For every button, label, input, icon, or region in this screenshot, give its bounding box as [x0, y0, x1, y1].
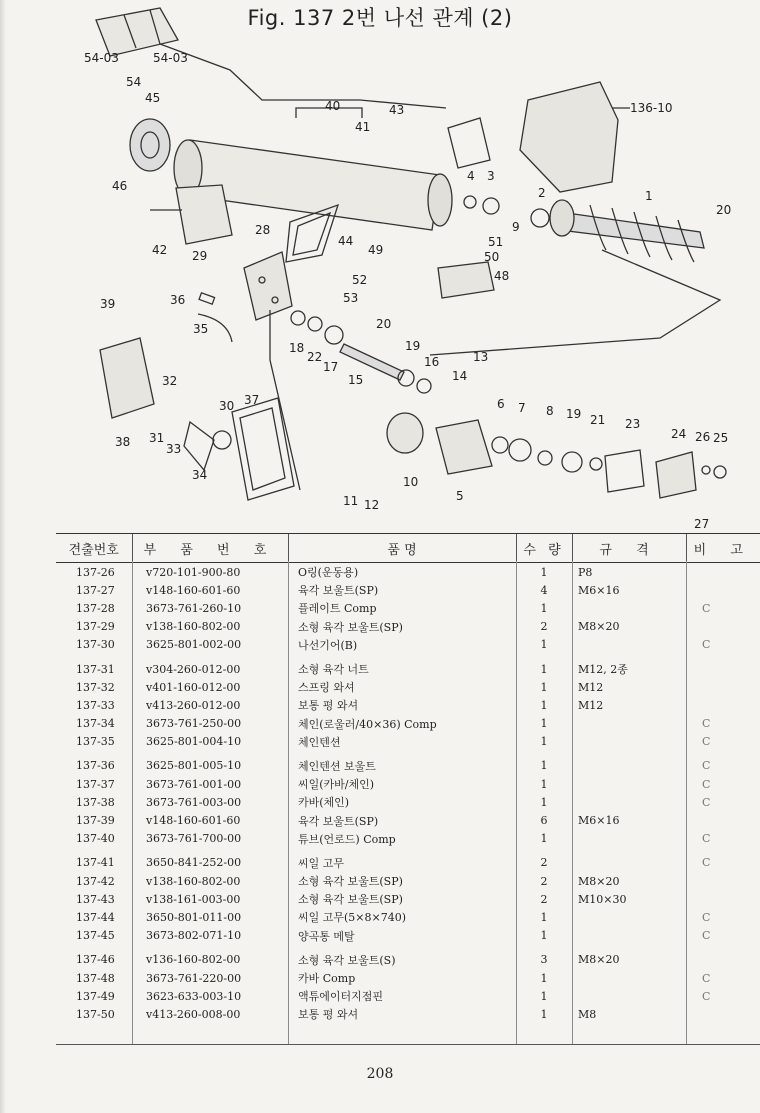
- cell-spec: M12: [578, 698, 604, 712]
- cell-part-number: 3673-761-700-00: [146, 832, 242, 846]
- cell-quantity: 1: [540, 1007, 548, 1021]
- svg-text:46: 46: [112, 179, 128, 193]
- cell-part-name: 양곡통 메탈: [298, 929, 355, 943]
- cell-part-name: 플레이트 Comp: [298, 602, 377, 616]
- exploded-parts-diagram: [0, 0, 760, 535]
- table-row: [56, 636, 760, 654]
- cell-spec: [572, 733, 686, 751]
- cell-remarks: C: [702, 777, 711, 791]
- cell-quantity: 1: [540, 759, 548, 773]
- cell-part-name: 소형 육각 보울트(S): [298, 953, 396, 967]
- cell-part-name: 보통 평 와셔: [298, 1008, 359, 1022]
- cell-spec: [572, 793, 686, 811]
- header-part-name: 품 명: [288, 534, 516, 563]
- cell-remarks: [686, 654, 760, 678]
- cell-ref-number: 137-38: [76, 795, 115, 809]
- cell-remarks: [686, 1005, 760, 1023]
- header-quantity: 수 량: [516, 534, 572, 563]
- svg-text:13: 13: [473, 350, 489, 364]
- svg-text:54-03: 54-03: [84, 51, 119, 65]
- svg-text:2: 2: [538, 186, 546, 200]
- svg-text:19: 19: [405, 339, 421, 353]
- svg-text:18: 18: [289, 341, 305, 355]
- svg-text:32: 32: [162, 374, 178, 388]
- cell-quantity: 1: [540, 638, 548, 652]
- cell-ref-number: 137-27: [76, 583, 115, 597]
- table-header-row: [56, 534, 760, 563]
- table-row: [56, 654, 760, 678]
- table-row: [56, 908, 760, 926]
- svg-text:54-03: 54-03: [153, 51, 188, 65]
- cell-remarks: [686, 618, 760, 636]
- table-row: [56, 678, 760, 696]
- cell-quantity: 2: [540, 856, 548, 870]
- svg-text:53: 53: [343, 291, 359, 305]
- svg-text:39: 39: [100, 297, 116, 311]
- header-part-number: 부 품 번 호: [132, 534, 288, 563]
- cell-part-name: 액튜에이터지점핀: [298, 990, 384, 1004]
- cell-remarks: C: [702, 971, 711, 985]
- table-row: [56, 696, 760, 714]
- cell-part-name: 소형 육각 보울트(SP): [298, 893, 403, 907]
- column-rule: [516, 561, 517, 1045]
- table-row: [56, 563, 760, 582]
- svg-text:23: 23: [625, 417, 641, 431]
- table-row: [56, 830, 760, 848]
- cell-part-name: 튜브(언로드) Comp: [298, 832, 396, 846]
- cell-ref-number: 137-35: [76, 735, 115, 749]
- table-row: [56, 618, 760, 636]
- table-row: [56, 751, 760, 775]
- cell-spec: M8×20: [578, 953, 620, 967]
- cell-part-name: 육각 보울트(SP): [298, 814, 379, 828]
- cell-remarks: C: [702, 989, 711, 1003]
- cell-part-name: 스프링 와셔: [298, 681, 355, 695]
- table-row: [56, 715, 760, 733]
- svg-text:27: 27: [694, 517, 710, 531]
- table-row: [56, 581, 760, 599]
- cell-remarks: [686, 811, 760, 829]
- cell-quantity: 2: [540, 892, 548, 906]
- cell-spec: M6×16: [578, 814, 620, 828]
- cell-part-name: 카바(체인): [298, 796, 350, 810]
- cell-spec: [572, 715, 686, 733]
- table-row: [56, 969, 760, 987]
- cell-part-name: 씨일(카바/체인): [298, 778, 375, 792]
- cell-spec: [572, 969, 686, 987]
- cell-remarks: C: [702, 638, 711, 652]
- cell-ref-number: 137-28: [76, 601, 115, 615]
- svg-text:4: 4: [467, 169, 475, 183]
- svg-text:3: 3: [487, 169, 495, 183]
- cell-spec: M8×20: [578, 620, 620, 634]
- cell-part-number: 3625-801-002-00: [146, 638, 242, 652]
- parts-table-body: [56, 563, 760, 1024]
- cell-spec: [572, 908, 686, 926]
- cell-part-number: v136-160-802-00: [146, 953, 241, 967]
- cell-part-name: 체인텐션: [298, 735, 341, 749]
- cell-spec: M6×16: [578, 583, 620, 597]
- cell-remarks: [686, 563, 760, 582]
- parts-list-table: [56, 533, 760, 1024]
- cell-quantity: 1: [540, 777, 548, 791]
- cell-quantity: 1: [540, 989, 548, 1003]
- cell-part-number: 3673-761-001-00: [146, 777, 242, 791]
- table-row: [56, 733, 760, 751]
- cell-ref-number: 137-50: [76, 1007, 115, 1021]
- cell-remarks: [686, 890, 760, 908]
- diagram-svg: [0, 0, 760, 535]
- column-rule: [686, 561, 687, 1045]
- svg-text:40: 40: [325, 99, 341, 113]
- cell-ref-number: 137-30: [76, 638, 115, 652]
- table-row: [56, 599, 760, 617]
- cell-part-name: 소형 육각 보울트(SP): [298, 875, 403, 889]
- cell-part-number: v401-160-012-00: [146, 680, 241, 694]
- cell-quantity: 1: [540, 929, 548, 943]
- cell-part-number: 3673-802-071-10: [146, 929, 242, 943]
- svg-text:25: 25: [713, 431, 729, 445]
- figure-title: Fig. 137 2번 나선 관계 (2): [247, 6, 513, 30]
- cell-ref-number: 137-39: [76, 814, 115, 828]
- svg-text:10: 10: [403, 475, 419, 489]
- cell-spec: M8×20: [578, 874, 620, 888]
- svg-text:12: 12: [364, 498, 380, 512]
- cell-remarks: C: [702, 759, 711, 773]
- cell-ref-number: 137-42: [76, 874, 115, 888]
- table-row: [56, 872, 760, 890]
- svg-text:48: 48: [494, 269, 510, 283]
- svg-text:35: 35: [193, 322, 209, 336]
- svg-text:8: 8: [546, 404, 554, 418]
- cell-quantity: 2: [540, 874, 548, 888]
- svg-text:15: 15: [348, 373, 364, 387]
- cell-spec: P8: [578, 565, 593, 579]
- cell-quantity: 6: [540, 814, 548, 828]
- svg-text:44: 44: [338, 234, 354, 248]
- cell-remarks: C: [702, 929, 711, 943]
- cell-remarks: [686, 872, 760, 890]
- cell-ref-number: 137-37: [76, 777, 115, 791]
- cell-part-name: O링(운동용): [298, 566, 359, 580]
- table-row: [56, 890, 760, 908]
- table-bottom-rule: [56, 1044, 760, 1045]
- svg-text:20: 20: [376, 317, 392, 331]
- svg-text:33: 33: [166, 442, 182, 456]
- cell-remarks: [686, 678, 760, 696]
- cell-spec: [572, 775, 686, 793]
- cell-spec: M12: [578, 680, 604, 694]
- svg-text:52: 52: [352, 273, 368, 287]
- svg-text:9: 9: [512, 220, 520, 234]
- table-row: [56, 1005, 760, 1023]
- page-number: 208: [366, 1066, 394, 1082]
- svg-text:21: 21: [590, 413, 606, 427]
- cell-part-name: 소형 육각 보울트(SP): [298, 620, 403, 634]
- cell-ref-number: 137-46: [76, 953, 115, 967]
- cell-spec: M12, 2종: [578, 663, 628, 677]
- svg-text:24: 24: [671, 427, 687, 441]
- table-row: [56, 793, 760, 811]
- cell-part-number: 3650-841-252-00: [146, 856, 242, 870]
- cell-quantity: 1: [540, 698, 548, 712]
- svg-text:54: 54: [126, 75, 142, 89]
- cell-spec: M8: [578, 1007, 597, 1021]
- cell-spec: [572, 599, 686, 617]
- cell-part-number: v148-160-601-60: [146, 814, 241, 828]
- cell-ref-number: 137-31: [76, 662, 115, 676]
- cell-quantity: 4: [540, 583, 548, 597]
- cell-ref-number: 137-34: [76, 717, 115, 731]
- cell-part-name: 보통 평 와셔: [298, 699, 359, 713]
- cell-part-number: 3623-633-003-10: [146, 989, 242, 1003]
- cell-part-name: 카바 Comp: [298, 972, 356, 986]
- cell-ref-number: 137-32: [76, 680, 115, 694]
- cell-spec: M10×30: [578, 892, 627, 906]
- cell-spec: [572, 830, 686, 848]
- table-row: [56, 927, 760, 945]
- svg-text:5: 5: [456, 489, 464, 503]
- svg-text:11: 11: [343, 494, 359, 508]
- cell-quantity: 2: [540, 620, 548, 634]
- cell-spec: [572, 751, 686, 775]
- svg-text:41: 41: [355, 120, 371, 134]
- svg-text:49: 49: [368, 243, 384, 257]
- cell-quantity: 1: [540, 910, 548, 924]
- cell-remarks: C: [702, 832, 711, 846]
- cell-part-number: v148-160-601-60: [146, 583, 241, 597]
- column-rule: [288, 561, 289, 1045]
- cell-remarks: [686, 696, 760, 714]
- cell-remarks: C: [702, 735, 711, 749]
- header-ref-number: 견출번호: [56, 534, 132, 563]
- cell-ref-number: 137-26: [76, 565, 115, 579]
- cell-ref-number: 137-33: [76, 698, 115, 712]
- table-row: [56, 987, 760, 1005]
- cell-part-name: 육각 보울트(SP): [298, 584, 379, 598]
- cell-remarks: C: [702, 717, 711, 731]
- cell-ref-number: 137-40: [76, 832, 115, 846]
- cell-part-number: 3673-761-220-00: [146, 971, 242, 985]
- cell-part-number: v304-260-012-00: [146, 662, 241, 676]
- svg-text:14: 14: [452, 369, 468, 383]
- svg-text:28: 28: [255, 223, 271, 237]
- svg-text:17: 17: [323, 360, 339, 374]
- cell-ref-number: 137-45: [76, 929, 115, 943]
- table-row: [56, 945, 760, 969]
- cell-quantity: 1: [540, 680, 548, 694]
- svg-text:6: 6: [497, 397, 505, 411]
- cell-remarks: C: [702, 910, 711, 924]
- svg-text:42: 42: [152, 243, 168, 257]
- cell-part-number: v138-160-802-00: [146, 874, 241, 888]
- cell-remarks: C: [702, 795, 711, 809]
- cell-spec: [572, 848, 686, 872]
- cell-remarks: [686, 581, 760, 599]
- cell-ref-number: 137-29: [76, 620, 115, 634]
- svg-text:19: 19: [566, 407, 582, 421]
- cell-part-number: 3625-801-004-10: [146, 735, 242, 749]
- cell-part-number: v413-260-012-00: [146, 698, 241, 712]
- cell-remarks: C: [702, 856, 711, 870]
- svg-text:45: 45: [145, 91, 161, 105]
- cell-ref-number: 137-43: [76, 892, 115, 906]
- svg-text:38: 38: [115, 435, 131, 449]
- table-row: [56, 848, 760, 872]
- svg-text:20: 20: [716, 203, 732, 217]
- cell-quantity: 1: [540, 735, 548, 749]
- cell-ref-number: 137-49: [76, 989, 115, 1003]
- table-row: [56, 775, 760, 793]
- cell-part-number: v138-160-802-00: [146, 620, 241, 634]
- cell-part-number: v413-260-008-00: [146, 1007, 241, 1021]
- cell-quantity: 1: [540, 832, 548, 846]
- svg-text:29: 29: [192, 249, 208, 263]
- cell-quantity: 3: [540, 953, 548, 967]
- svg-text:43: 43: [389, 103, 405, 117]
- cell-quantity: 1: [540, 601, 548, 615]
- svg-text:51: 51: [488, 235, 504, 249]
- cell-ref-number: 137-48: [76, 971, 115, 985]
- svg-text:26: 26: [695, 430, 711, 444]
- table-row: [56, 811, 760, 829]
- svg-text:50: 50: [484, 250, 500, 264]
- cell-ref-number: 137-44: [76, 910, 115, 924]
- column-rule: [572, 561, 573, 1045]
- cell-part-name: 소형 육각 너트: [298, 663, 369, 677]
- cell-spec: [572, 636, 686, 654]
- cell-part-number: 3673-761-260-10: [146, 601, 242, 615]
- svg-text:37: 37: [244, 393, 260, 407]
- column-rule: [132, 561, 133, 1045]
- cell-part-name: 씨일 고무(5×8×740): [298, 911, 407, 925]
- cell-ref-number: 137-41: [76, 856, 115, 870]
- header-spec: 규 격: [572, 534, 686, 563]
- svg-text:136-10: 136-10: [630, 101, 673, 115]
- cell-ref-number: 137-36: [76, 759, 115, 773]
- svg-text:36: 36: [170, 293, 186, 307]
- header-remarks: 비 고: [686, 534, 760, 563]
- svg-text:30: 30: [219, 399, 235, 413]
- svg-text:7: 7: [518, 401, 526, 415]
- cell-part-name: 나선기어(B): [298, 638, 358, 652]
- cell-part-number: 3673-761-003-00: [146, 795, 242, 809]
- svg-text:22: 22: [307, 350, 323, 364]
- cell-quantity: 1: [540, 565, 548, 579]
- cell-part-number: 3625-801-005-10: [146, 759, 242, 773]
- svg-text:31: 31: [149, 431, 165, 445]
- cell-part-name: 체인텐션 보울트: [298, 759, 376, 773]
- cell-remarks: [686, 945, 760, 969]
- svg-text:16: 16: [424, 355, 440, 369]
- cell-quantity: 1: [540, 717, 548, 731]
- cell-part-number: v720-101-900-80: [146, 565, 241, 579]
- cell-part-number: 3673-761-250-00: [146, 717, 242, 731]
- svg-text:1: 1: [645, 189, 653, 203]
- cell-quantity: 1: [540, 971, 548, 985]
- cell-quantity: 1: [540, 662, 548, 676]
- cell-part-number: 3650-801-011-00: [146, 910, 242, 924]
- cell-remarks: C: [702, 601, 711, 615]
- svg-text:34: 34: [192, 468, 208, 482]
- cell-quantity: 1: [540, 795, 548, 809]
- cell-spec: [572, 927, 686, 945]
- cell-part-name: 체인(로울러/40×36) Comp: [298, 717, 437, 731]
- cell-spec: [572, 987, 686, 1005]
- cell-part-name: 씨일 고무: [298, 856, 345, 870]
- cell-part-number: v138-161-003-00: [146, 892, 241, 906]
